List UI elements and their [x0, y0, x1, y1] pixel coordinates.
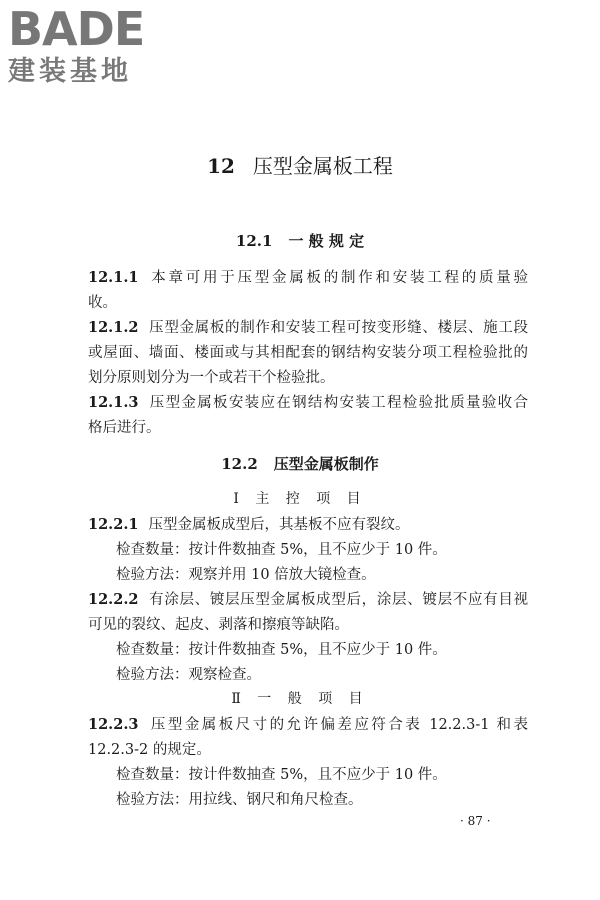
chapter-number: 12: [207, 154, 235, 178]
clause-text: 本章可用于压型金属板的制作和安装工程的质量验: [148, 270, 528, 286]
inspection-method: 检验方法：用拉线、钢尺和角尺检查。: [116, 792, 363, 808]
inspection-method: 检验方法：观察并用 10 倍放大镜检查。: [116, 567, 376, 583]
watermark-subtitle: 建装基地: [8, 56, 132, 87]
clause-line: [88, 588, 528, 612]
clause-text: 压型金属板安装应在钢结构安装工程检验批质量验收合: [148, 395, 528, 411]
clause-line: 格后进行。: [88, 420, 161, 436]
clause-line: 12.2.3-2 的规定。: [88, 742, 211, 758]
clause-line: [88, 266, 528, 290]
page-number: · 87 ·: [460, 814, 491, 828]
subsection-heading: [0, 688, 600, 710]
inspection-method: 检验方法：观察检查。: [116, 667, 261, 683]
section-title: 压型金属板制作: [273, 455, 379, 473]
subsection-title: 一 般 项 目: [257, 691, 369, 707]
clause-number: 12.1.2: [88, 319, 139, 336]
clause-number: 12.2.3: [88, 716, 139, 733]
section-heading: [0, 230, 600, 252]
section-number: 12.1: [235, 232, 273, 250]
clause-line: 或屋面、墙面、楼面或与其相配套的钢结构安装分项工程检验批的: [88, 345, 528, 361]
inspection-quantity: 检查数量：按计件数抽查 5%，且不应少于 10 件。: [116, 642, 447, 658]
clause-text: 压型金属板尺寸的允许偏差应符合表 12.2.3-1 和表: [148, 717, 528, 733]
watermark-brand: BADE: [8, 2, 145, 56]
chapter-title-text: 压型金属板工程: [252, 154, 393, 178]
clause-line: [88, 713, 528, 737]
inspection-quantity: 检查数量：按计件数抽查 5%，且不应少于 10 件。: [116, 542, 447, 558]
section-number: 12.2: [221, 455, 258, 473]
clause-number: 12.2.1: [88, 516, 139, 533]
clause-number: 12.1.3: [88, 394, 139, 411]
subsection-number: Ⅱ: [231, 691, 247, 707]
clause-line: [88, 316, 528, 340]
clause-line: 划分原则划分为一个或若干个检验批。: [88, 370, 335, 386]
chapter-title: [0, 152, 600, 180]
clause-text: 压型金属板的制作和安装工程可按变形缝、楼层、施工段: [148, 320, 528, 336]
watermark-logo: [8, 4, 178, 88]
section-title: 一 般 规 定: [288, 232, 365, 250]
clause-line: [88, 513, 528, 537]
subsection-title: 主 控 项 目: [255, 491, 367, 507]
subsection-number: Ⅰ: [233, 491, 245, 507]
clause-line: [88, 391, 528, 415]
clause-number: 12.2.2: [88, 591, 139, 608]
clause-number: 12.1.1: [88, 269, 139, 286]
clause-text: 压型金属板成型后，其基板不应有裂纹。: [148, 517, 410, 533]
inspection-quantity: 检查数量：按计件数抽查 5%，且不应少于 10 件。: [116, 767, 447, 783]
section-heading: [0, 453, 600, 475]
clause-line: 可见的裂纹、起皮、剥落和擦痕等缺陷。: [88, 617, 349, 633]
subsection-heading: [0, 488, 600, 510]
clause-line: 收。: [88, 295, 117, 311]
clause-text: 有涂层、镀层压型金属板成型后，涂层、镀层不应有目视: [148, 592, 528, 608]
